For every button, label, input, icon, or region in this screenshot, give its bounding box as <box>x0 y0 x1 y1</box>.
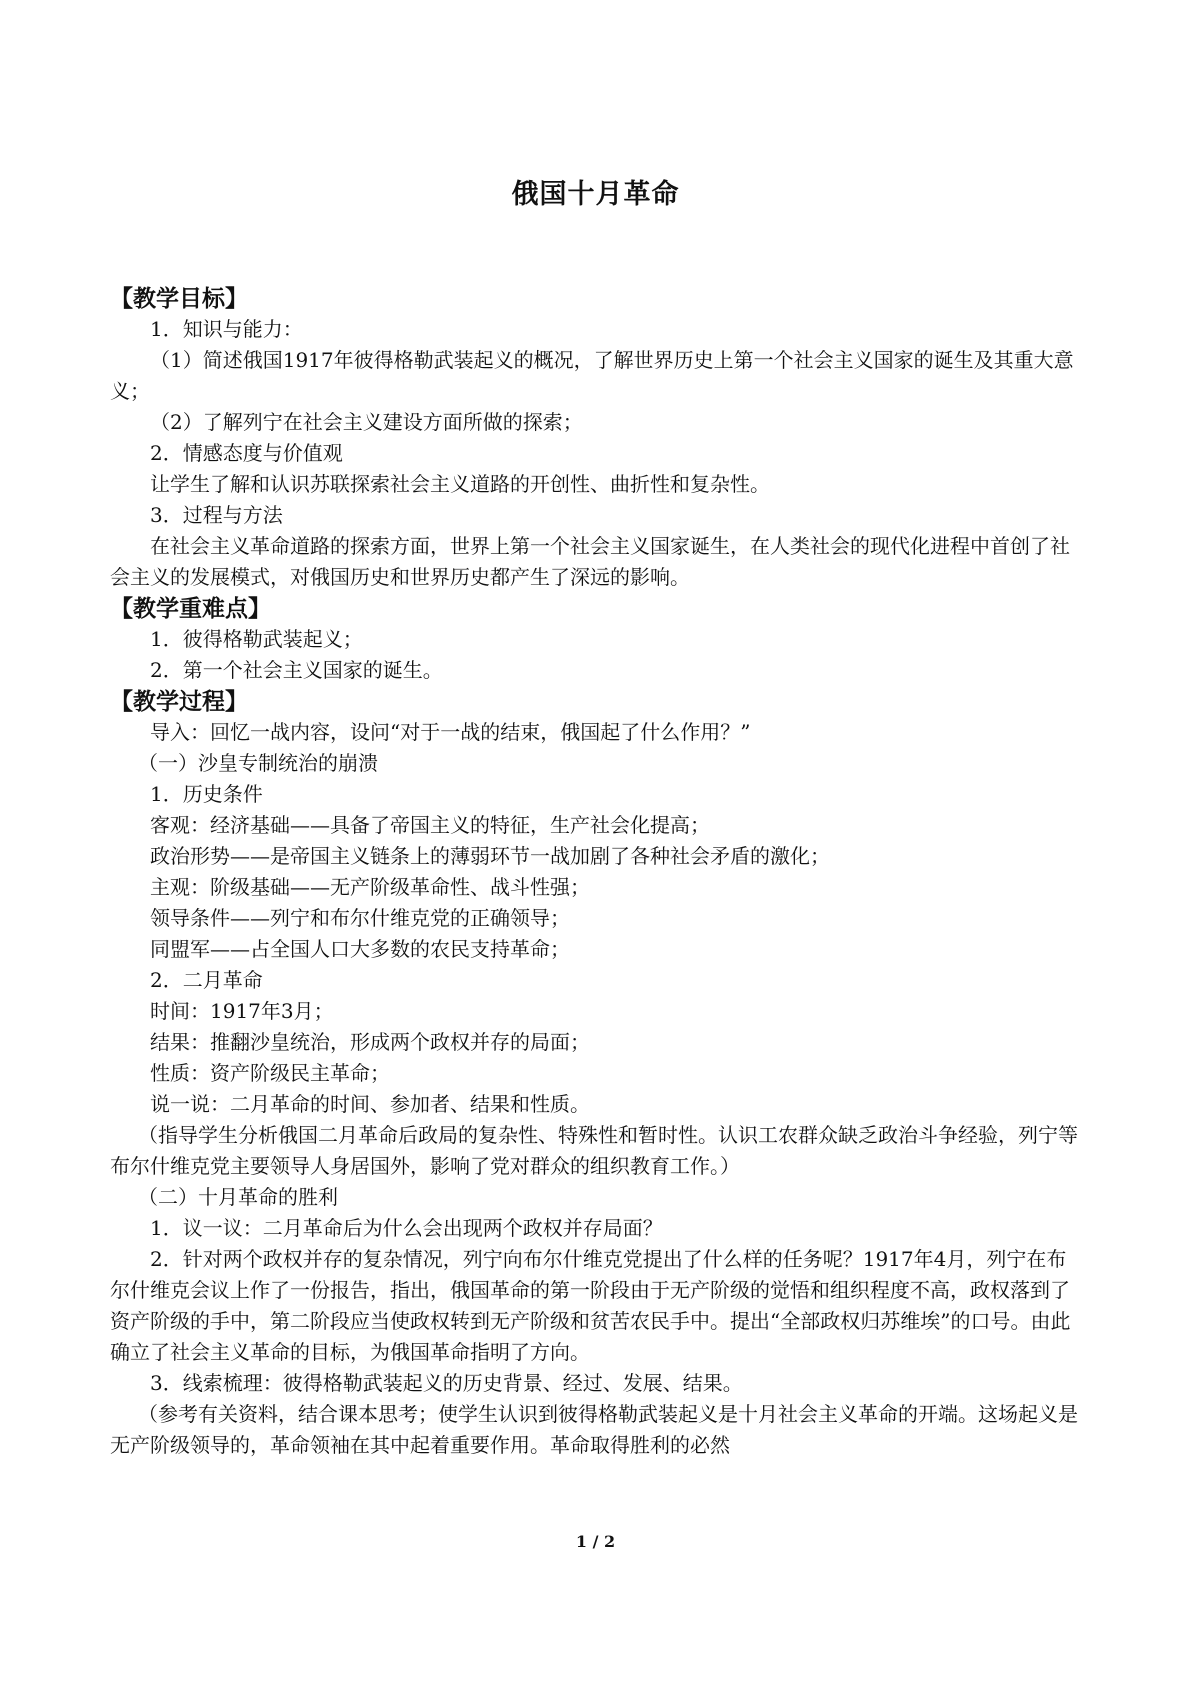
paragraph: 1．历史条件 <box>150 782 263 806</box>
paragraph: （二）十月革命的胜利 <box>138 1185 338 1209</box>
paragraph: 领导条件——列宁和布尔什维克党的正确领导； <box>150 906 570 930</box>
paragraph: 时间：1917年3月； <box>150 999 334 1023</box>
paragraph: 2．针对两个政权并存的复杂情况，列宁向布尔什维克党提出了什么样的任务呢？1917年4月，列宁在布尔什维克会议上作了一份报告，指出，俄国革命的第一阶段由于无产阶级的觉悟和组织程度不高，政权落到了资产阶级的手中，第二阶段应当使政权转到无产阶级和贫苦农民手中。提出“全部政权归苏维埃”的口号。由此确立了社会主义革命的目标，为俄国革命指明了方向。 <box>110 1247 1071 1364</box>
paragraph: 政治形势——是帝国主义链条上的薄弱环节一战加剧了各种社会矛盾的激化； <box>150 844 830 868</box>
paragraph: 在社会主义革命道路的探索方面，世界上第一个社会主义国家诞生，在人类社会的现代化进程中首创了社会主义的发展模式，对俄国历史和世界历史都产生了深远的影响。 <box>110 534 1070 589</box>
paragraph: 1．知识与能力： <box>150 317 303 341</box>
section-heading-key-points: 【教学重难点】 <box>110 595 271 622</box>
paragraph: （1）简述俄国1917年彼得格勒武装起义的概况，了解世界历史上第一个社会主义国家的诞生及其重大意义； <box>110 348 1074 403</box>
paragraph: 3．过程与方法 <box>150 503 283 527</box>
paragraph: （一）沙皇专制统治的崩溃 <box>138 751 378 775</box>
paragraph: 1．议一议：二月革命后为什么会出现两个政权并存局面？ <box>150 1216 663 1240</box>
paragraph: 2．二月革命 <box>150 968 263 992</box>
paragraph: 导入：回忆一战内容，设问“对于一战的结束，俄国起了什么作用？” <box>150 720 751 744</box>
section-heading-process: 【教学过程】 <box>110 688 248 715</box>
paragraph: 结果：推翻沙皇统治，形成两个政权并存的局面； <box>150 1030 590 1054</box>
paragraph: 2．情感态度与价值观 <box>150 441 343 465</box>
page-title: 俄国十月革命 <box>511 179 680 210</box>
section-heading-objectives: 【教学目标】 <box>110 285 248 312</box>
page-number: 1 / 2 <box>575 1532 616 1551</box>
paragraph: 说一说：二月革命的时间、参加者、结果和性质。 <box>150 1092 590 1116</box>
paragraph: （2）了解列宁在社会主义建设方面所做的探索； <box>150 410 583 434</box>
paragraph: 让学生了解和认识苏联探索社会主义道路的开创性、曲折性和复杂性。 <box>150 472 770 496</box>
paragraph: 性质：资产阶级民主革命； <box>150 1061 390 1085</box>
paragraph: 1．彼得格勒武装起义； <box>150 627 363 651</box>
paragraph: 主观：阶级基础——无产阶级革命性、战斗性强； <box>150 875 590 899</box>
paragraph: （参考有关资料，结合课本思考；使学生认识到彼得格勒武装起义是十月社会主义革命的开端。这场起义是无产阶级领导的，革命领袖在其中起着重要作用。革命取得胜利的必然 <box>110 1402 1078 1457</box>
paragraph: 同盟军——占全国人口大多数的农民支持革命； <box>150 937 570 961</box>
document-body <box>110 283 1085 1461</box>
paragraph: （指导学生分析俄国二月革命后政局的复杂性、特殊性和暂时性。认识工农群众缺乏政治斗争经验，列宁等布尔什维克党主要领导人身居国外，影响了党对群众的组织教育工作。） <box>110 1123 1078 1178</box>
paragraph: 2．第一个社会主义国家的诞生。 <box>150 658 443 682</box>
paragraph: 3．线索梳理：彼得格勒武装起义的历史背景、经过、发展、结果。 <box>150 1371 743 1395</box>
paragraph: 客观：经济基础——具备了帝国主义的特征，生产社会化提高； <box>150 813 710 837</box>
